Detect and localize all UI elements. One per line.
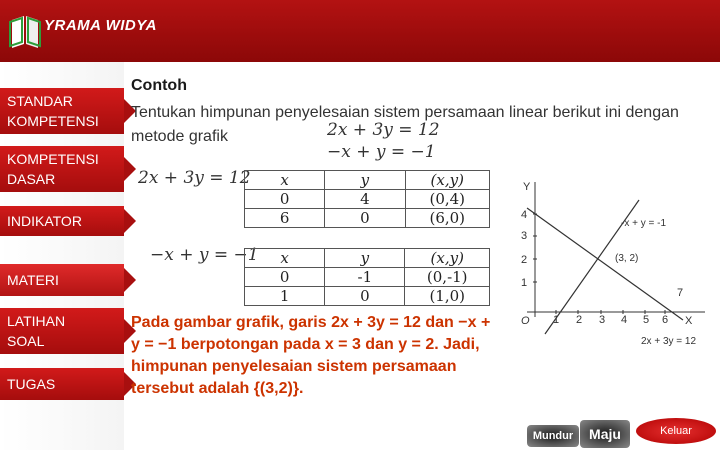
table-cell: 6 <box>245 209 325 228</box>
table-header-y: y <box>325 171 405 190</box>
sidebar-item-indikator[interactable] <box>0 206 124 236</box>
table-row <box>245 190 490 209</box>
content-description: Tentukan himpunan penyelesaian sistem persamaan linear berikut ini dengan metode grafik <box>131 104 679 145</box>
table-cell: 4 <box>325 190 405 209</box>
extra-label: 7 <box>677 287 684 299</box>
value-table-1 <box>244 170 490 228</box>
table-row <box>245 268 490 287</box>
table-cell: -1 <box>325 268 405 287</box>
brand-name: YRAMA WIDYA <box>44 17 157 34</box>
table-row <box>245 209 490 228</box>
x-tick: 5 <box>643 314 650 326</box>
next-button[interactable]: Maju <box>580 420 630 448</box>
x-tick: 2 <box>576 314 583 326</box>
sidebar-item-label: LATIHAN SOAL <box>7 313 66 349</box>
x-tick: 6 <box>662 314 669 326</box>
intersection-label: (3, 2) <box>615 253 639 264</box>
sidebar-item-label: INDIKATOR <box>7 213 82 229</box>
table1-equation: 2x + 3y = 12 <box>138 168 251 188</box>
origin-label: O <box>521 315 530 327</box>
table-row <box>245 287 490 306</box>
table-header-xy: (x,y) <box>405 249 490 268</box>
sidebar-item-label: MATERI <box>7 272 59 288</box>
table-cell: 0 <box>245 268 325 287</box>
table-header-y: y <box>325 249 405 268</box>
equation-system <box>327 119 440 163</box>
table-header-xy: (x,y) <box>405 171 490 190</box>
sidebar-item-standar-kompetensi[interactable] <box>0 88 124 134</box>
table-cell: (1,0) <box>405 287 490 306</box>
y-axis-label: Y <box>523 181 531 193</box>
exit-button[interactable]: Keluar <box>636 418 716 444</box>
sidebar-item-kompetensi-dasar[interactable] <box>0 146 124 192</box>
value-table-2 <box>244 248 490 306</box>
x-tick: 3 <box>599 314 606 326</box>
table-cell: 0 <box>325 209 405 228</box>
line2-label: -x + y = -1 <box>621 218 667 229</box>
back-button[interactable]: Mundur <box>527 425 579 447</box>
x-tick: 4 <box>621 314 628 326</box>
equation-2: −x + y = −1 <box>327 142 436 162</box>
sidebar-item-tugas[interactable] <box>0 368 124 400</box>
table-cell: (0,4) <box>405 190 490 209</box>
y-tick: 4 <box>521 209 528 221</box>
sidebar-item-materi[interactable] <box>0 264 124 296</box>
content-title: Contoh <box>131 77 187 94</box>
sidebar-item-label: TUGAS <box>7 376 56 392</box>
x-axis-label: X <box>685 315 693 327</box>
line1-label: 2x + 3y = 12 <box>641 336 697 347</box>
header-bar <box>0 0 720 62</box>
table-cell: 0 <box>245 190 325 209</box>
table-cell: (0,-1) <box>405 268 490 287</box>
x-tick: 1 <box>553 314 560 326</box>
sidebar-item-label: KOMPETENSI DASAR <box>7 151 99 187</box>
table2-equation: −x + y = −1 <box>150 245 259 265</box>
sidebar-item-label: STANDAR KOMPETENSI <box>7 93 99 129</box>
y-tick: 2 <box>521 254 528 266</box>
sidebar-item-latihan-soal[interactable] <box>0 308 124 354</box>
table-header-x: x <box>245 171 325 190</box>
y-tick: 3 <box>521 230 528 242</box>
equation-1: 2x + 3y = 12 <box>327 120 440 140</box>
table-cell: 0 <box>325 287 405 306</box>
y-tick: 1 <box>521 277 528 289</box>
table-header-x: x <box>245 249 325 268</box>
line-graph <box>505 172 717 350</box>
table-cell: 1 <box>245 287 325 306</box>
conclusion-text: Pada gambar grafik, garis 2x + 3y = 12 dan −x + y = −1 berpotongan pada x = 3 dan y = 2. Jadi, himpunan penyelesaian sistem persamaan tersebut adalah {(3,2)}. <box>131 314 491 397</box>
table-cell: (6,0) <box>405 209 490 228</box>
